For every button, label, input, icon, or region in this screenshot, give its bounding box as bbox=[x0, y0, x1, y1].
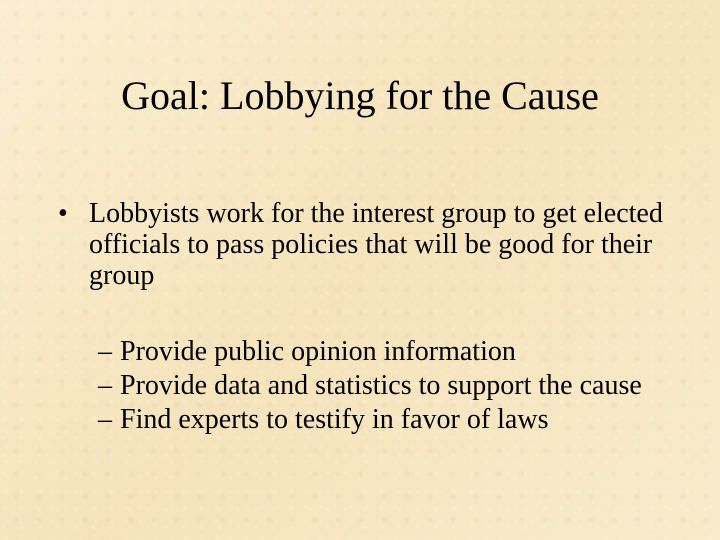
main-bullet-text: Lobbyists work for the interest group to get elected officials to pass policies that will be good for their group bbox=[89, 198, 663, 291]
sub-bullet-text: Find experts to testify in favor of laws bbox=[120, 404, 549, 435]
sub-bullet-data-statistics bbox=[98, 370, 678, 401]
sub-bullet-experts bbox=[98, 404, 678, 435]
sub-bullet-list bbox=[98, 336, 678, 438]
slide-title: Goal: Lobbying for the Cause bbox=[121, 73, 599, 118]
dash-marker: – bbox=[98, 404, 112, 435]
main-bullet bbox=[58, 198, 668, 291]
sub-bullet-public-opinion bbox=[98, 336, 678, 367]
dash-marker: – bbox=[98, 370, 112, 401]
sub-bullet-text: Provide data and statistics to support the cause bbox=[120, 370, 642, 401]
sub-bullet-text: Provide public opinion information bbox=[120, 336, 516, 367]
dash-marker: – bbox=[98, 336, 112, 367]
bullet-marker: • bbox=[58, 198, 68, 229]
